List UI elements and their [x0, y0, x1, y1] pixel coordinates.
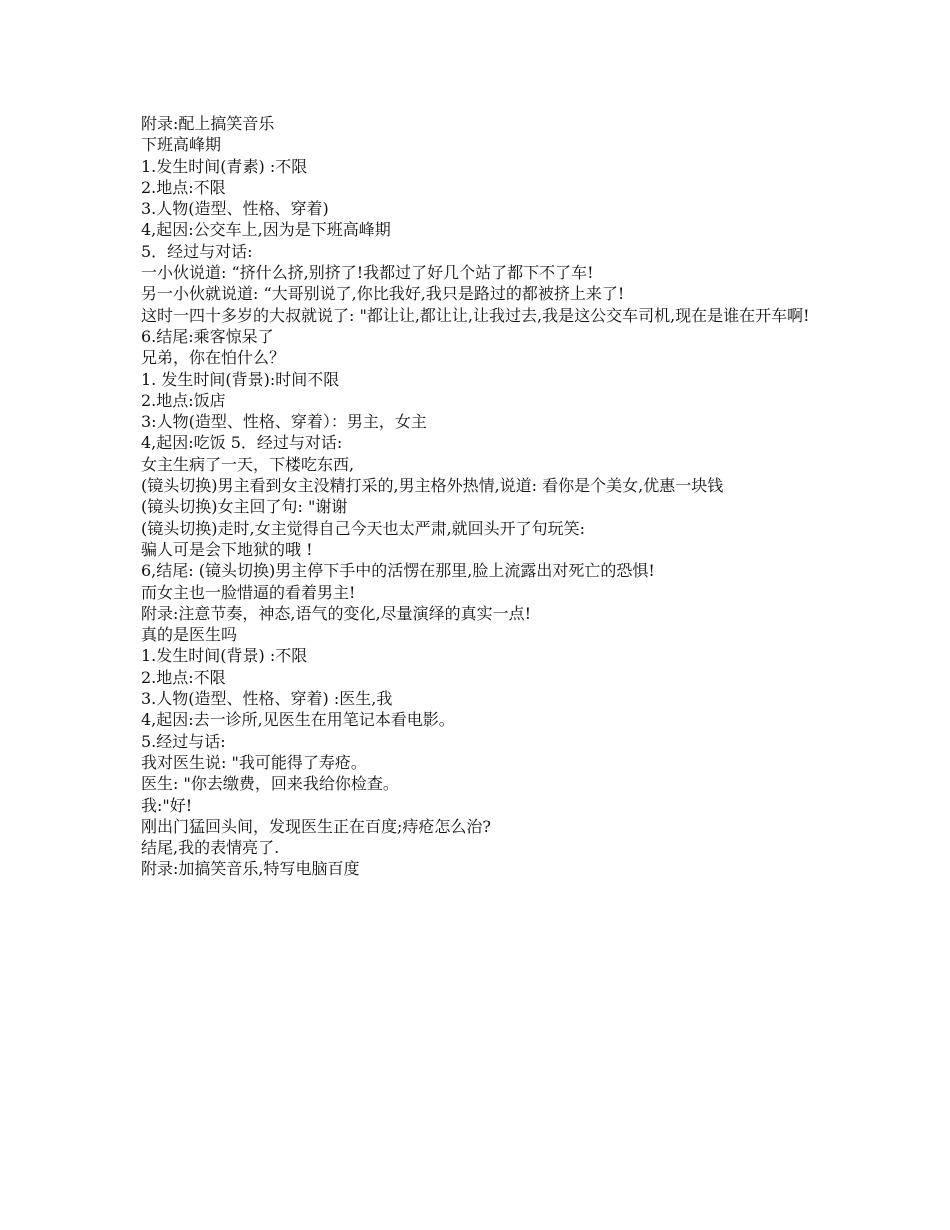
text-line: 4,起因:去一诊所,见医生在用笔记本看电影。: [141, 710, 455, 730]
text-line: 骗人可是会下地狱的哦 !: [141, 539, 313, 559]
text-line: 2.地点:不限: [141, 177, 226, 197]
text-line: 而女主也一脸惜逼的看着男主!: [141, 582, 356, 602]
appendix-line: 附录:加搞笑音乐,特写电脑百度: [141, 859, 360, 879]
text-line: 6,结尾: (镜头切换)男主停下手中的活愣在那里,脸上流露出对死亡的恐惧!: [141, 561, 655, 581]
dialogue-line: 医生: "你去缴费，回来我给你检查。: [141, 774, 399, 794]
text-line: 3:人物(造型、性格、穿着）：男主，女主: [141, 412, 427, 432]
text-line: (镜头切换)女主回了句: "谢谢: [141, 497, 348, 517]
text-line: (镜头切换)走时,女主觉得自己今天也太严肃,就回头开了句玩笑:: [141, 518, 586, 538]
text-line: 4,起因:吃饭 5．经过与对话:: [141, 433, 343, 453]
section-title: 兄弟，你在怕什么？: [141, 348, 286, 368]
dialogue-line: 一小伙说道: “挤什么挤,别挤了!我都过了好几个站了都下不了车!: [141, 263, 594, 283]
text-line: 结尾,我的表情亮了.: [141, 838, 280, 858]
text-line: (镜头切换)男主看到女主没精打采的,男主格外热情,说道: 看你是个美女,优惠一块钱: [141, 476, 724, 496]
text-line: 3.人物(造型、性格、穿着) :医生,我: [141, 689, 393, 709]
text-line: 2.地点:不限: [141, 667, 226, 687]
appendix-line: 附录:注意节奏，神态,语气的变化,尽量演绎的真实一点!: [141, 603, 531, 623]
text-line: 5．经过与对话:: [141, 241, 253, 261]
document-page: [141, 113, 821, 880]
text-line: 3.人物(造型、性格、穿着): [141, 199, 329, 219]
text-line: 1.发生时间(背景) :不限: [141, 646, 308, 666]
dialogue-line: 我对医生说: "我可能得了寿疮。: [141, 752, 367, 772]
dialogue-line: 另一小伙就说道: “大哥别说了,你比我好,我只是路过的都被挤上来了!: [141, 284, 625, 304]
section-title: 下班高峰期: [141, 135, 222, 155]
dialogue-line: 这时一四十多岁的大叔就说了: "都让让,都让让,让我过去,我是这公交车司机,现在是谁在开车啊!: [141, 305, 810, 325]
text-line: 5.经过与话:: [141, 731, 226, 751]
section-title: 真的是医生吗: [141, 625, 238, 645]
text-line: 4,起因:公交车上,因为是下班高峰期: [141, 220, 391, 240]
appendix-line: 附录:配上搞笑音乐: [141, 114, 275, 133]
text-line: 女主生病了一天，下楼吃东西,: [141, 454, 355, 474]
text-line: 1.发生时间(青素) :不限: [141, 156, 308, 176]
dialogue-line: 我:"好!: [141, 795, 193, 815]
text-line: 刚出门猛回头间，发现医生正在百度;痔疮怎么治?: [141, 816, 491, 836]
text-line: 6.结尾:乘客惊呆了: [141, 326, 274, 346]
text-line: 2.地点:饭店: [141, 390, 226, 410]
text-line: 1. 发生时间(背景):时间不限: [141, 369, 340, 389]
